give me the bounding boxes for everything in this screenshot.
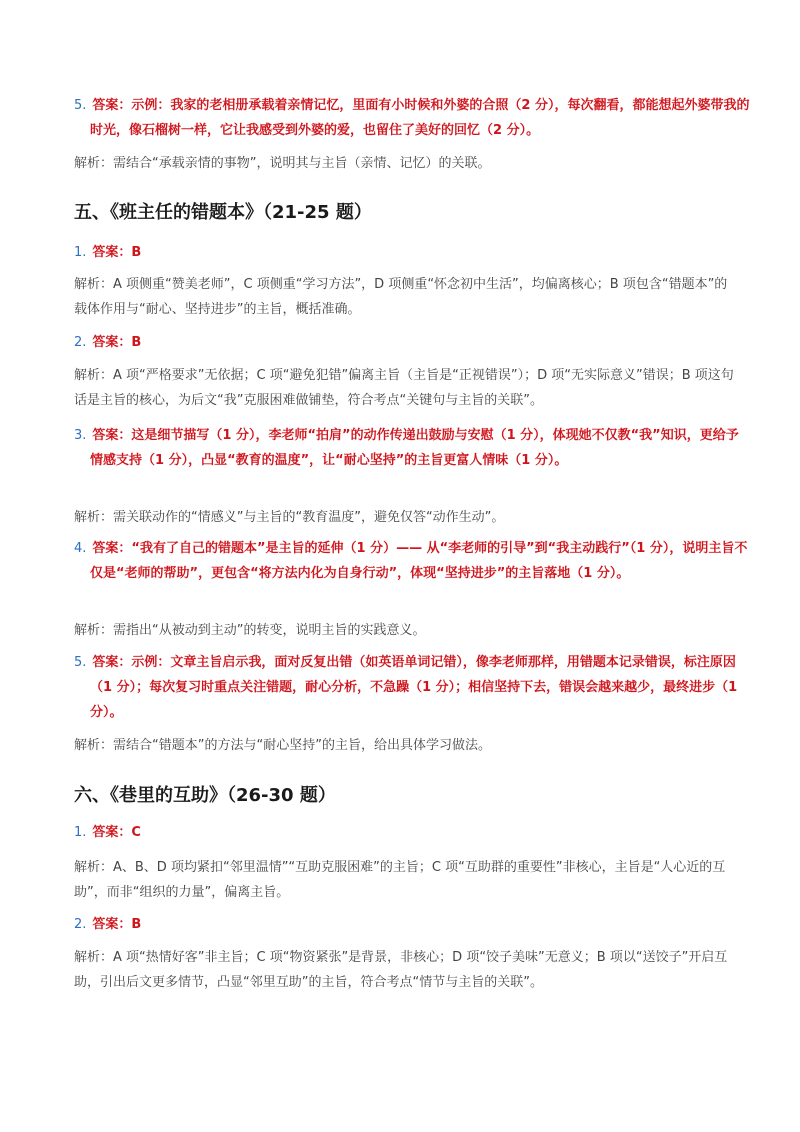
explanation: 解析：需结合“错题本”的方法与“耐心坚持”的主旨，给出具体学习做法。 bbox=[74, 738, 491, 753]
item-number: 3. bbox=[74, 428, 87, 443]
item-number: 2. bbox=[74, 335, 87, 350]
answer-text: 答案：这是细节描写（1 分），李老师“拍肩”的动作传递出鼓励与安慰（1 分），体现她不仅教“我”知识，更给予情感支持（1 分），凸显“教育的温度”，让“耐心坚持”的主旨更富人情味（1 分）。 bbox=[90, 428, 739, 468]
item-number: 5. bbox=[74, 655, 87, 670]
answer-item bbox=[74, 912, 750, 937]
explanation: 解析：A 项侧重“赞美老师”，C 项侧重“学习方法”，D 项侧重“怀念初中生活”，均偏离核心；B 项包含“错题本”的载体作用与“耐心、坚持进步”的主旨，概括准确。 bbox=[74, 277, 728, 317]
answer-item bbox=[74, 536, 750, 586]
answer-text: 答案：B bbox=[92, 917, 142, 932]
answer-item bbox=[74, 330, 750, 355]
answer-item bbox=[74, 423, 750, 473]
answer-item bbox=[74, 240, 750, 265]
item-number: 4. bbox=[74, 541, 87, 556]
explanation: 解析：需指出“从被动到主动”的转变，说明主旨的实践意义。 bbox=[74, 623, 426, 638]
explanation: 解析：需结合“承载亲情的事物”，说明其与主旨（亲情、记忆）的关联。 bbox=[74, 156, 491, 171]
explanation: 解析：A、B、D 项均紧扣“邻里温情”“互助克服困难”的主旨；C 项“互助群的重要性”非核心，主旨是“人心近的互助”，而非“组织的力量”，偏离主旨。 bbox=[74, 860, 726, 900]
answer-text: 答案：示例：文章主旨启示我，面对反复出错（如英语单词记错），像李老师那样，用错题本记录错误，标注原因（1 分）；每次复习时重点关注错题，耐心分析，不急躁（1 分）；相信坚持下去，错误会越来越少，最终进步（1 分）。 bbox=[90, 655, 738, 720]
item-number: 1. bbox=[74, 245, 87, 260]
item-number: 5. bbox=[74, 98, 87, 113]
item-number: 2. bbox=[74, 917, 87, 932]
answer-text: 答案：“我有了自己的错题本”是主旨的延伸（1 分）—— 从“李老师的引导”到“我主动践行”（1 分），说明主旨不仅是“老师的帮助”，更包含“将方法内化为自身行动”，体现“坚持进步”的主旨落地（1 分）。 bbox=[90, 541, 748, 581]
answer-item bbox=[74, 650, 750, 725]
item-number: 1. bbox=[74, 825, 87, 840]
section-heading: 六、《巷里的互助》（26-30 题） bbox=[74, 785, 336, 806]
answer-item bbox=[74, 820, 750, 845]
answer-text: 答案：C bbox=[92, 825, 141, 840]
explanation: 解析：A 项“热情好客”非主旨；C 项“物资紧张”是背景，非核心；D 项“饺子美味”无意义；B 项以“送饺子”开启互助，引出后文更多情节，凸显“邻里互助”的主旨，符合考点“情节与主旨的关联”。 bbox=[74, 950, 728, 990]
explanation: 解析：需关联动作的“情感义”与主旨的“教育温度”，避免仅答“动作生动”。 bbox=[74, 510, 505, 525]
answer-item bbox=[74, 93, 750, 143]
answer-text: 答案：示例：我家的老相册承载着亲情记忆，里面有小时候和外婆的合照（2 分），每次翻看，都能想起外婆带我的时光，像石榴树一样，它让我感受到外婆的爱，也留住了美好的回忆（2 分）。 bbox=[90, 98, 750, 138]
section-heading: 五、《班主任的错题本》（21-25 题） bbox=[74, 202, 372, 223]
answer-text: 答案：B bbox=[92, 245, 142, 260]
answer-text: 答案：B bbox=[92, 335, 142, 350]
explanation: 解析：A 项“严格要求”无依据；C 项“避免犯错”偏离主旨（主旨是“正视错误”）；D 项“无实际意义”错误；B 项这句话是主旨的核心，为后文“我”克服困难做铺垫，符合考点“关键句与主旨的关联”。 bbox=[74, 368, 734, 408]
